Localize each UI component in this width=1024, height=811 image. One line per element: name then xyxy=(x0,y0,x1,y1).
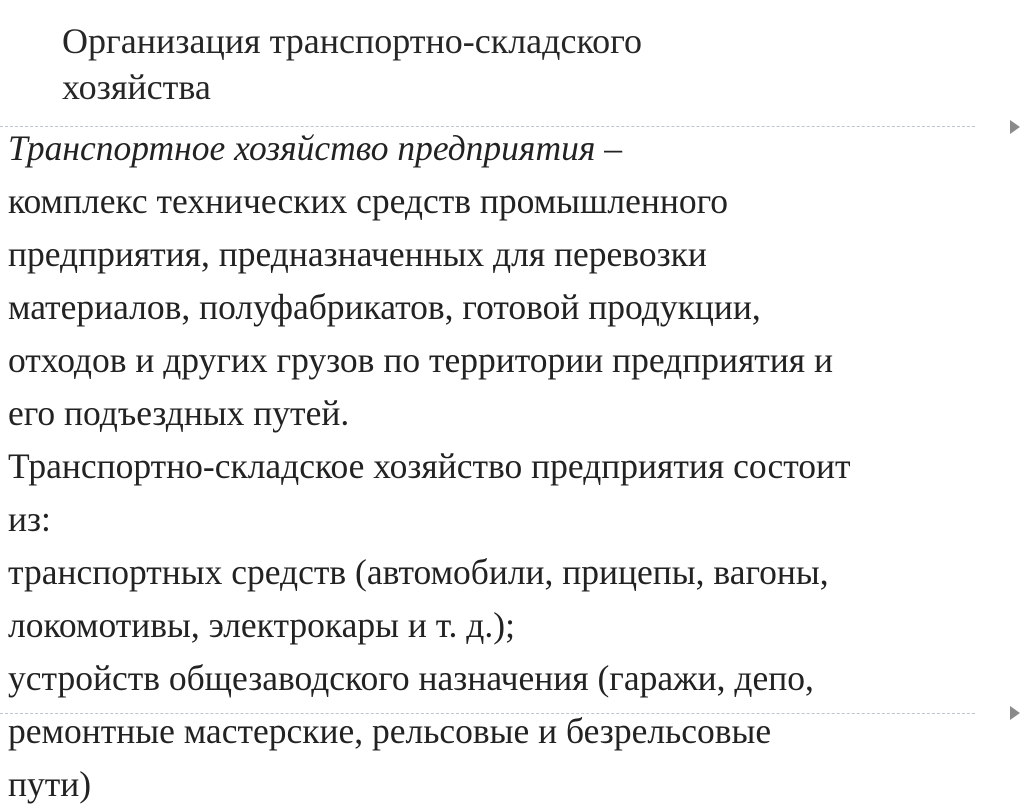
triangle-right-icon xyxy=(1010,706,1020,720)
body-line: локомотивы, электрокары и т. д.); xyxy=(8,605,515,645)
body-line: ремонтные мастерские, рельсовые и безрельсовые xyxy=(8,711,772,751)
body-line: транспортных средств (автомобили, прицепы, вагоны, xyxy=(8,552,829,592)
slide-title xyxy=(62,18,862,110)
body-line: его подъездных путей. xyxy=(8,393,350,433)
slide-body xyxy=(8,122,1024,811)
bottom-divider xyxy=(0,713,975,714)
body-line: из: xyxy=(8,499,51,539)
definition-dash: – xyxy=(595,128,622,168)
body-line: Транспортно-складское хозяйство предприятия состоит xyxy=(8,446,851,486)
body-line: материалов, полуфабрикатов, готовой продукции, xyxy=(8,287,761,327)
definition-line xyxy=(8,122,1024,175)
definition-term: Транспортное хозяйство предприятия xyxy=(8,128,596,168)
body-line: комплекс технических средств промышленного xyxy=(8,181,729,221)
body-line: отходов и других грузов по территории предприятия и xyxy=(8,340,834,380)
slide-title-line-2: хозяйства xyxy=(62,67,211,107)
slide-title-line-1: Организация транспортно-складского xyxy=(62,21,642,61)
body-line: предприятия, предназначенных для перевозки xyxy=(8,234,707,274)
body-line: пути) xyxy=(8,764,92,804)
body-line: устройств общезаводского назначения (гаражи, депо, xyxy=(8,658,814,698)
